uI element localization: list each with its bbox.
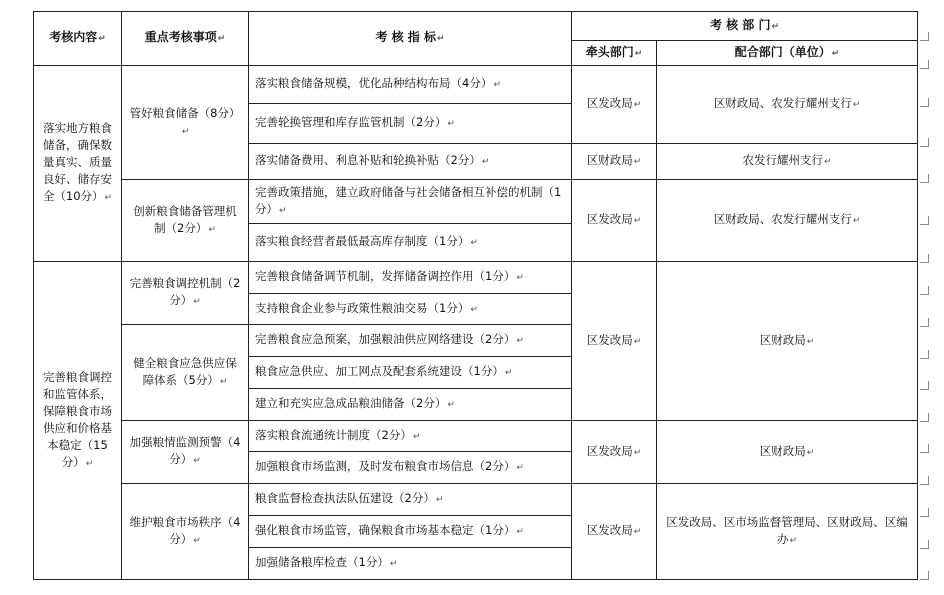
content-cell: 落实地方粮食储备，确保数量真实、质量良好、储存安全（10分）↵	[34, 66, 122, 262]
item-cell: 加强粮情监测预警（4分）↵	[122, 421, 249, 484]
indicator-cell: 支持粮食企业参与政策性粮油交易（1分）↵	[249, 294, 572, 325]
item-cell: 创新粮食储备管理机制（2分）↵	[122, 180, 249, 262]
assessment-table	[33, 11, 918, 580]
row-end-mark	[920, 98, 929, 107]
indicator-cell: 粮食应急供应、加工网点及配套系统建设（1分）↵	[249, 357, 572, 389]
header-content: 考核内容↵	[34, 12, 122, 66]
indicator-cell: 落实粮食储备规模，优化品种结构布局（4分）↵	[249, 66, 572, 104]
indicator-cell: 落实粮食流通统计制度（2分）↵	[249, 421, 572, 452]
row-end-mark	[920, 254, 929, 263]
assist-dept-cell: 区财政局、农发行耀州支行↵	[657, 66, 918, 144]
header-assist: 配合部门（单位）↵	[657, 41, 918, 66]
indicator-cell: 加强储备粮库检查（1分）↵	[249, 548, 572, 580]
row-end-mark	[920, 350, 929, 359]
row-end-mark	[920, 174, 929, 183]
assist-dept-cell: 区财政局、农发行耀州支行↵	[657, 180, 918, 262]
lead-dept-cell: 区发改局↵	[572, 262, 657, 421]
indicator-cell: 完善粮食储备调节机制，发挥储备调控作用（1分）↵	[249, 262, 572, 294]
lead-dept-cell: 区发改局↵	[572, 180, 657, 262]
indicator-cell: 强化粮食市场监管，确保粮食市场基本稳定（1分）↵	[249, 516, 572, 548]
row-end-mark	[920, 540, 929, 549]
item-cell: 完善粮食调控机制（2分）↵	[122, 262, 249, 325]
assist-dept-cell: 区财政局↵	[657, 421, 918, 484]
row-end-mark	[920, 286, 929, 295]
row-end-mark	[920, 32, 929, 41]
lead-dept-cell: 区发改局↵	[572, 66, 657, 144]
row-end-mark	[920, 476, 929, 485]
lead-dept-cell: 区发改局↵	[572, 421, 657, 484]
indicator-cell: 建立和充实应急成品粮油储备（2分）↵	[249, 389, 572, 421]
assist-dept-cell: 区财政局↵	[657, 262, 918, 421]
row-end-mark	[920, 571, 929, 580]
indicator-cell: 落实储备费用、利息补贴和轮换补贴（2分）↵	[249, 144, 572, 180]
indicator-cell: 完善粮食应急预案，加强粮油供应网络建设（2分）↵	[249, 325, 572, 357]
row-end-mark	[920, 381, 929, 390]
row-end-mark	[920, 413, 929, 422]
assist-dept-cell: 农发行耀州支行↵	[657, 144, 918, 180]
header-items: 重点考核事项↵	[122, 12, 249, 66]
row-end-mark	[920, 444, 929, 453]
header-indicators: 考 核 指 标↵	[249, 12, 572, 66]
indicator-cell: 完善政策措施，建立政府储备与社会储备相互补偿的机制（1分）↵	[249, 180, 572, 224]
lead-dept-cell: 区财政局↵	[572, 144, 657, 180]
row-end-mark	[920, 508, 929, 517]
indicator-cell: 粮食监督检查执法队伍建设（2分）↵	[249, 484, 572, 516]
indicator-cell: 落实粮食经营者最低最高库存制度（1分）↵	[249, 224, 572, 262]
item-cell: 管好粮食储备（8分）↵	[122, 66, 249, 180]
row-end-mark	[920, 60, 929, 69]
lead-dept-cell: 区发改局↵	[572, 484, 657, 580]
content-cell: 完善粮食调控和监管体系，保障粮食市场供应和价格基本稳定（15分）↵	[34, 262, 122, 580]
row-end-mark	[920, 318, 929, 327]
indicator-cell: 加强粮食市场监测，及时发布粮食市场信息（2分）↵	[249, 452, 572, 484]
item-cell: 健全粮食应急供应保障体系（5分）↵	[122, 325, 249, 421]
header-departments: 考 核 部 门↵	[572, 12, 918, 41]
row-end-mark	[920, 138, 929, 147]
indicator-cell: 完善轮换管理和库存监管机制（2分）↵	[249, 104, 572, 144]
item-cell: 维护粮食市场秩序（4分）↵	[122, 484, 249, 580]
row-end-mark	[920, 216, 929, 225]
header-lead: 牵头部门↵	[572, 41, 657, 66]
assist-dept-cell: 区发改局、区市场监督管理局、区财政局、区编办↵	[657, 484, 918, 580]
